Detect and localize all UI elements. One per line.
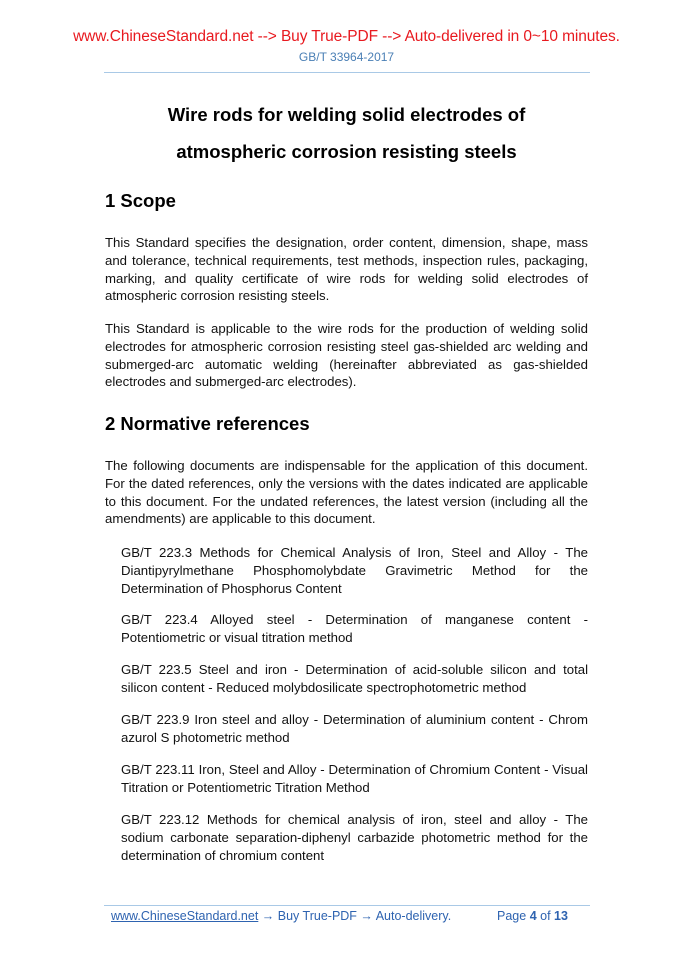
page-total: 13 — [554, 909, 568, 923]
footer-divider — [104, 905, 590, 906]
reference-item: GB/T 223.4 Alloyed steel - Determination of manganese content - Potentiometric or visual titration method — [121, 612, 588, 645]
reference-item: GB/T 223.12 Methods for chemical analysis of iron, steel and alloy - The sodium carbonate separation-diphenyl carbazide photometric method for the determination of chromium content — [121, 812, 588, 863]
header-divider — [104, 72, 590, 73]
scope-paragraph-1: This Standard specifies the designation, order content, dimension, shape, mass and tolerance, technical requirements, test methods, inspection rules, packaging, marking, and quality certificate of wire rods for welding solid electrodes of atmospheric corrosion resisting steels. — [105, 235, 588, 304]
page-footer — [111, 909, 591, 923]
page-of-label: of — [540, 909, 551, 923]
promo-banner: www.ChineseStandard.net --> Buy True-PDF --> Auto-delivered in 0~10 minutes. — [73, 28, 620, 45]
document-id: GB/T 33964-2017 — [298, 50, 395, 64]
scope-paragraph-2: This Standard is applicable to the wire rods for the production of welding solid electrodes for atmospheric corrosion resisting steel gas-shielded arc welding and submerged-arc automatic welding (hereinafter abbreviated as gas-shielded electrodes and submerged-arc electrodes). — [105, 321, 588, 390]
website-link[interactable]: www.ChineseStandard.net — [111, 909, 259, 923]
document-title-line-1: Wire rods for welding solid electrodes of — [167, 104, 526, 125]
reference-item: GB/T 223.11 Iron, Steel and Alloy - Determination of Chromium Content - Visual Titration or Potentiometric Titration Method — [121, 762, 588, 795]
reference-item: GB/T 223.5 Steel and iron - Determination of acid-soluble silicon and total silicon content - Reduced molybdosilicate spectrophotometric method — [121, 662, 588, 695]
reference-item: GB/T 223.9 Iron steel and alloy - Determination of aluminium content - Chrom azurol S photometric method — [121, 712, 588, 745]
page-label: Page — [497, 909, 527, 923]
footer-tagline: → Buy True-PDF → Auto-delivery. — [258, 909, 452, 923]
section-heading-normative-references: 2 Normative references — [105, 413, 310, 434]
document-title-line-2: atmospheric corrosion resisting steels — [176, 141, 517, 162]
page-current: 4 — [529, 909, 537, 923]
normative-references-intro: The following documents are indispensable for the application of this document. For the dated references, only the versions with the dates indicated are applicable to this document. For the undated references, the latest version (including all the amendments) are applicable to this document. — [105, 458, 588, 527]
section-heading-scope: 1 Scope — [105, 190, 176, 211]
reference-item: GB/T 223.3 Methods for Chemical Analysis of Iron, Steel and Alloy - The Diantipyrylmethane Phosphomolybdate Gravimetric Method for the Determination of Phosphorus Content — [121, 545, 588, 596]
page-indicator — [497, 909, 568, 923]
